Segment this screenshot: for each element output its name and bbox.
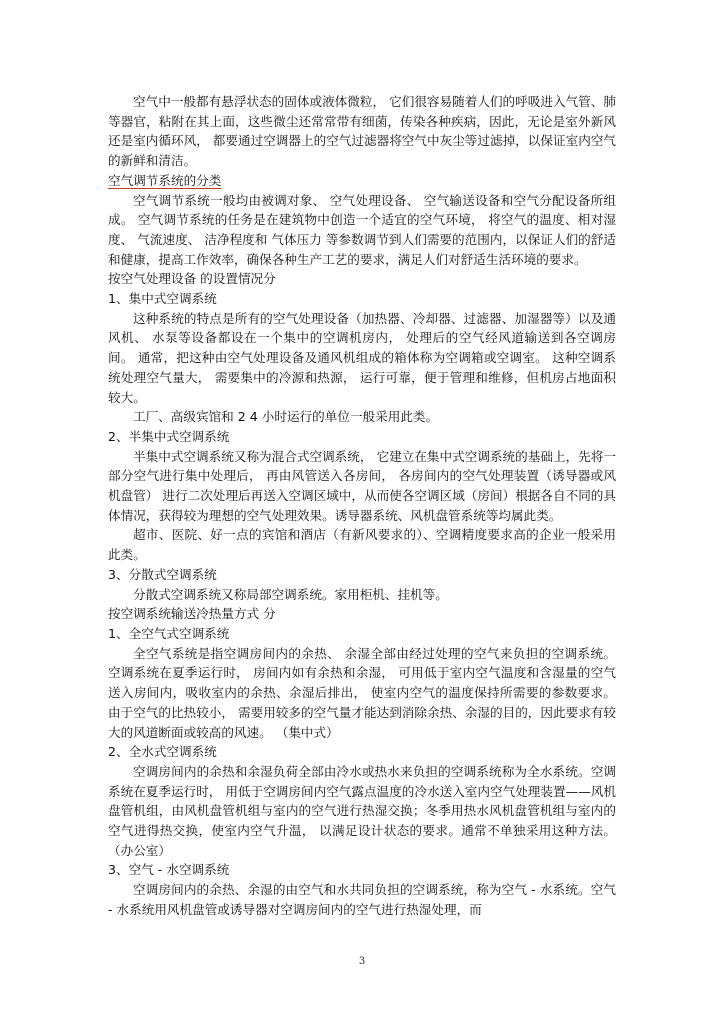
body-paragraph: 全空气系统是指空调房间内的余热、 余湿全部由经过处理的空气来负担的空调系统。 空调系统在夏季运行时， 房间内如有余热和余湿， 可用低于室内空气温度和含湿量的空气送入房间内，吸收室内的余热、余湿后排出， 使室内空气的温度保持所需要的参数要求。 由于空气的比热较小， 需要用较多的空气量才能达到消除余热、余湿的目的，因此要求有较大的风道断面或较高的风速。 （集中式） [108, 645, 616, 740]
body-paragraph: 空气中一般都有悬浮状态的固体或液体微粒， 它们很容易随着人们的呼吸进入气管、肺等器官，粘附在其上面，这些微尘还常常带有细菌，传染各种疾病，因此，无论是室外新风还是室内循环风， 都要通过空调器上的空气过滤器将空气中灰尘等过滤掉，以保证室内空气的新鲜和清洁。 [108, 94, 616, 169]
section-heading: 1、集中式空调系统 [108, 291, 217, 307]
body-paragraph: 空调房间内的余热、余湿的由空气和水共同负担的空调系统，称为空气 - 水系统。空气 - 水系统用风机盘管或诱导器对空调房间内的空气进行热湿处理，而 [108, 882, 616, 917]
page-number: 3 [358, 956, 366, 967]
body-paragraph: 工厂、高级宾馆和 2 4 小时运行的单位一般采用此类。 [133, 409, 439, 425]
section-heading: 2、全水式空调系统 [108, 744, 217, 760]
section-heading: 3、分散式空调系统 [108, 566, 217, 582]
body-paragraph: 分散式空调系统又称局部空调系统。家用柜机、挂机等。 [133, 586, 448, 602]
section-heading: 按空气处理设备 的设置情况分 [108, 271, 276, 287]
body-paragraph: 半集中式空调系统又称为混合式空调系统， 它建立在集中式空调系统的基础上，先将一部分空气进行集中处理后， 再由风管送入各房间， 各房间内的空气处理装置（诱导器或风机盘管） 进行二次处理后再送入空调区域中，从而使各空调区域（房间）根据各自不同的具体情况，获得较为理想的空气处理效果。诱导器系统、风机盘管系统等均属此类。 [108, 448, 616, 523]
section-heading: 2、半集中式空调系统 [108, 428, 230, 444]
section-heading: 空气调节系统的分类 [108, 172, 222, 188]
body-paragraph: 空气调节系统一般均由被调对象、 空气处理设备、 空气输送设备和空气分配设备所组成。 空气调节系统的任务是在建筑物中创造一个适宜的空气环境， 将空气的温度、相对湿度、 气流速度、 洁净程度和 气体压力 等参数调节到人们需要的范围内，以保证人们的舒适和健康，提高工作效率，确保各种生产工艺的要求，满足人们对舒适生活环境的要求。 [108, 192, 616, 267]
body-paragraph: 空调房间内的余热和余湿负荷全部由冷水或热水来负担的空调系统称为全水系统。空调系统在夏季运行时， 用低于空调房间内空气露点温度的冷水送入室内空气处理装置——风机盘管机组，由风机盘管机组与室内的空气进行热湿交换；冬季用热水风机盘管机组与室内的空气进得热交换，使室内空气升温， 以满足设计状态的要求。通常不单独采用这种方法。 （办公室） [108, 763, 616, 858]
body-paragraph: 超市、医院、好一点的宾馆和酒店（有新风要求的）、空调精度要求高的企业一般采用此类。 [108, 527, 616, 563]
document-body [108, 92, 616, 920]
section-heading: 按空调系统输送冷热量方式 分 [108, 606, 276, 622]
section-heading: 3、空气 - 水空调系统 [108, 862, 230, 878]
section-heading: 1、全空气式空调系统 [108, 625, 230, 641]
body-paragraph: 这种系统的特点是所有的空气处理设备（加热器、冷却器、过滤器、加湿器等）以及通风机、 水泵等设备都设在一个集中的空调机房内， 处理后的空气经风道输送到各空调房间。 通常，把这种由空气处理设备及通风机组成的箱体称为空调箱或空调室。 这种空调系统处理空气量大， 需要集中的冷源和热源， 运行可靠，便于管理和维修，但机房占地面积较大。 [108, 310, 616, 405]
